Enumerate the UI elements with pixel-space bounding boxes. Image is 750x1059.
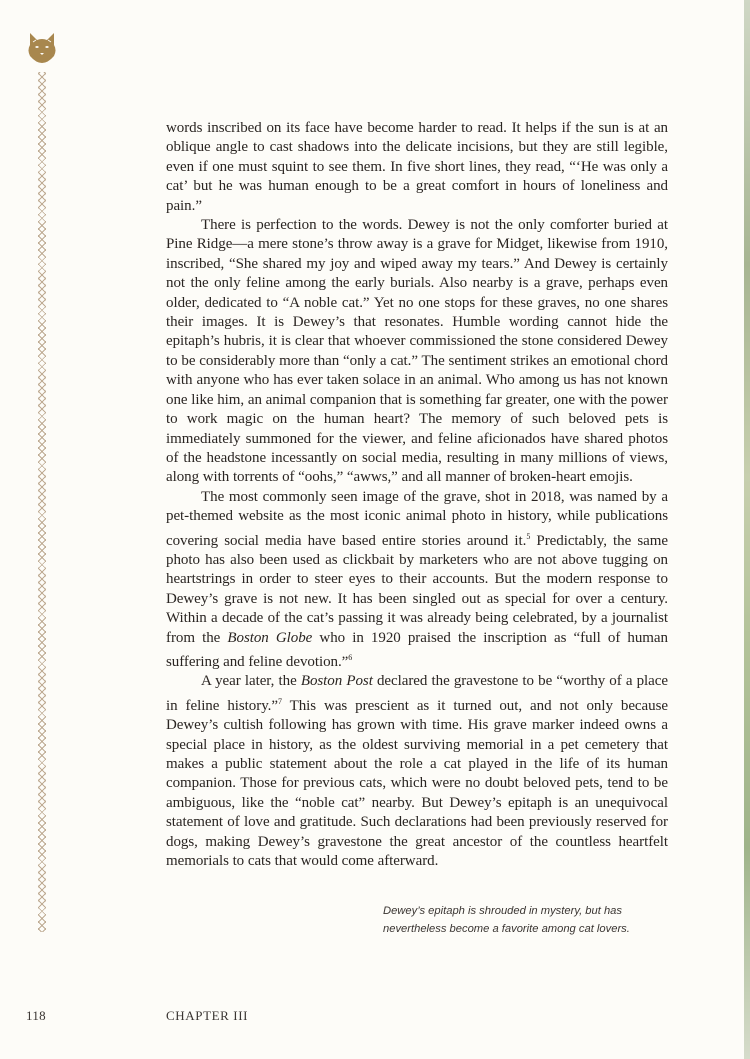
caption-line: nevertheless become a favorite among cat lovers. (383, 922, 630, 935)
cat-head-icon (26, 31, 58, 65)
page-number: 118 (26, 1008, 46, 1023)
paragraph: words inscribed on its face have become harder to read. It helps if the sun is at an oblique angle to cast shadows into the delicate incisions, but they are still legible, even if one must squint to see them. In five short lines, they read, “‘He was only a cat’ but he was human enough to be a great comfort in hours of loneliness and pain.” (166, 120, 668, 214)
text-run: who in 1920 praised the inscription as “full of human suffering and feline devotion.” (166, 629, 668, 670)
text-run: Predictably, the same photo has also been used as clickbait by marketers who are not above tugging on heartstrings in order to steer eyes to their accounts. But the modern response to Dewey’s grave is not new. It has been singled out as special for over a century. Within a decade of the cat’s passing it was already being celebrated, by a journalist from the (166, 532, 668, 646)
text-run: A year later, the (201, 673, 301, 690)
running-head: CHAPTER III (166, 1008, 249, 1023)
image-caption (383, 903, 673, 938)
footnote-marker: 6 (348, 652, 353, 662)
body-text (166, 119, 668, 871)
publication-name: Boston Globe (227, 629, 313, 646)
paragraph (166, 488, 668, 673)
publication-name: Boston Post (300, 673, 373, 690)
page-edge-strip (744, 0, 750, 1059)
text-run: declared the gravestone to be “worthy of a place in feline history.” (166, 673, 668, 714)
caption-line: Dewey’s epitaph is shrouded in mystery, but has (383, 905, 622, 917)
text-run: The most commonly seen image of the grave, shot in 2018, was named by a pet-themed website as the most iconic animal photo in history, while publications covering social media have based entire stories around it. (166, 488, 668, 549)
paragraph: There is perfection to the words. Dewey is not the only comforter buried at Pine Ridge—a mere stone’s throw away is a grave for Midget, likewise from 1910, inscribed, “She shared my joy and wiped away my tears.” And Dewey is certainly not the only feline among the early burials. Also nearby is a grave, perhaps even older, dedicated to “A noble cat.” Yet no one stops for these graves, no one shares their images. It is Dewey’s that resonates. Humble wording cannot hide the epitaph’s hubris, it is clear that whoever commissioned the stone considered Dewey to be considerably more than “only a cat.” The sentiment strikes an emotional chord with anyone who has ever taken solace in an animal. Who among us has not known one like him, an animal companion that is something far greater, one with the power to work magic on the human heart? The memory of such beloved pets is immediately summoned for the viewer, and feline aficionados have shared photos of the headstone incessantly on social media, resulting in many millions of views, along with torrents of “oohs,” “awws,” and all manner of broken-heart emojis. (166, 217, 668, 486)
decorative-border (38, 72, 46, 932)
footnote-marker: 5 (526, 531, 531, 541)
text-run: This was prescient as it turned out, and not only because Dewey’s cultish following has grown with time. His grave marker indeed owns a special place in history, as the oldest surviving memorial in a pet cemetery that makes a public statement about the role a cat played in the life of its human companion. Those for previous cats, which were no doubt beloved pets, tend to be ambiguous, like the “noble cat” nearby. But Dewey’s epitaph is an unequivocal statement of love and gratitude. Such declarations had been previously reserved for dogs, making Dewey’s gravestone the great ancestor of the countless heartfelt memorials to cats that would come afterward. (166, 697, 668, 870)
footnote-marker: 7 (277, 696, 282, 706)
paragraph (166, 672, 668, 871)
